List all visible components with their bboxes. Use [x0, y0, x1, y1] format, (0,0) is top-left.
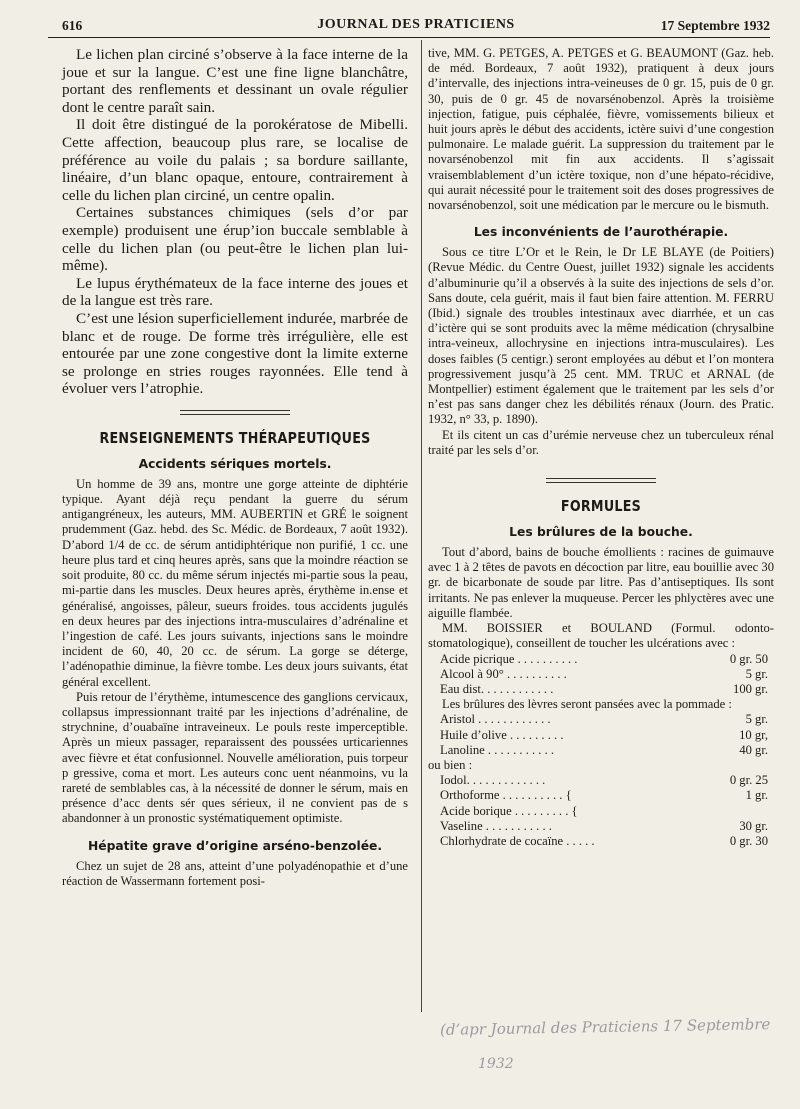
- subheading: Les inconvénients de l’aurothérapie.: [473, 225, 729, 240]
- quantity: 5 gr.: [745, 666, 768, 681]
- issue-date: 17 Septembre 1932: [660, 18, 770, 33]
- ingredient: Alcool à 90° . . . . . . . . . .: [440, 666, 567, 681]
- ingredient: Lanoline . . . . . . . . . . .: [440, 742, 555, 757]
- ingredient: Chlorhydrate de cocaïne . . . . .: [440, 833, 595, 848]
- journal-title: JOURNAL DES PRATICIENS: [317, 17, 515, 32]
- formula-row: [440, 652, 768, 667]
- quantity: [678, 804, 768, 819]
- right-column: [428, 46, 774, 849]
- paragraph: Sous ce titre L’Or et le Rein, le Dr LE BLAYE (de Poitiers) (Revue Médic. du Centre Ouest, juillet 1932) signale les accidents d’albuminurie qu’il a observés à la suite des injections de sels d’or. Sans doute, cela guérit, mais il faut bien faire attention. M. FERRU (Ibid.) signale des troubles intestinaux avec diarrhée, et un cas d’ictère qui se sont produits avec la même médication (chrysalbine intra-veineux, allochrysine en injections intra-musculaires). Les doses faibles (5 centigr.) seront employées au début et l’on montera progressivement jusqu’à 25 cent. MM. TRUC et ARNAL (de Montpellier) estiment également que le traitement par les sels d’or n’est pas sans danger chez les débilités rénaux (Journ. des Pratic. 1932, n° 33, p. 1890).: [428, 245, 774, 427]
- left-column: [62, 46, 408, 889]
- subheading: Accidents sériques mortels.: [138, 456, 332, 471]
- paragraph: MM. BOISSIER et BOULAND (Formul. odonto-stomatologique), conseillent de toucher les ulcérations avec :: [428, 621, 774, 651]
- formula-row: [440, 804, 768, 819]
- quantity: 1 gr.: [745, 788, 768, 803]
- column-divider: [421, 40, 422, 1012]
- formula-table-1: [440, 652, 768, 698]
- paragraph: Tout d’abord, bains de bouche émollients : racines de guimauve avec 1 à 2 têtes de pavots en décoction par litre, eau bouillie avec 30 gr. de bicarbonate de soude par litre. Pas d’antiseptiques. Ils sont irritants. Ne pas enlever la muqueuse. Percer les phlyctères avec une aiguille flambée.: [428, 545, 774, 620]
- quantity: 0 gr. 30: [729, 833, 768, 848]
- formula-row: [440, 682, 768, 697]
- ingredient: Acide borique . . . . . . . . . {: [440, 803, 578, 818]
- formula-row: [440, 743, 768, 758]
- handwritten-annotation-year: 1932: [478, 1056, 514, 1072]
- ingredient: Orthoforme . . . . . . . . . . {: [440, 788, 572, 803]
- paragraph: Chez un sujet de 28 ans, atteint d’une polyadénopathie et d’une réaction de Wassermann fortement posi-: [62, 858, 408, 888]
- formula-table-2: [440, 712, 768, 758]
- quantity: 0 gr. 50: [729, 651, 768, 666]
- formula-row: [440, 712, 768, 727]
- paragraph: tive, MM. G. PETGES, A. PETGES et G. BEAUMONT (Gaz. heb. de méd. Bordeaux, 7 août 1932), pratiquent à deux jours d’intervalle, des injections intra-veineuses de 0 gr. 15, puis de 0 gr. 30, puis de 0 gr. 45 de novarsénobenzol. Après la troisième injection, fatigue, puis céphalée, fièvre, vomissements bilieux et huit jours après le début des accidents, ictère suivi d’une congestion pulmonaire. Le malade guérit. La suppression du traitement par le novarsénobenzol mit fin aux accidents. Il s’agissait vraisemblablement d’un ictère toxique, non d’une hépato-récidive, qui aurait nécessité pour le traitement soit des doses progressives de novarsénobenzol, soit une médication par le mercure ou le bismuth.: [428, 46, 774, 213]
- formula-row: [440, 819, 768, 834]
- quantity: 100 gr.: [733, 681, 768, 696]
- ingredient: Acide picrique . . . . . . . . . .: [440, 651, 578, 666]
- header-rule: [48, 37, 770, 38]
- page-header: [62, 14, 770, 36]
- paragraph: C’est une lésion superficiellement indurée, marbrée de blanc et de rouge. De forme très irrégulière, elle est entourée par une zone congestive dont la limite externe se prolonge en stries rouges rayonnées. Elle tend à évoluer vers l’atrophie.: [62, 309, 408, 398]
- quantity: 40 gr.: [739, 742, 768, 757]
- section-title: RENSEIGNEMENTS THÉRAPEUTIQUES: [99, 428, 371, 447]
- ingredient: Eau dist. . . . . . . . . . . .: [440, 681, 554, 696]
- paragraph: Un homme de 39 ans, montre une gorge atteinte de diphtérie typique. Ayant déjà reçu pendant la guerre du sérum antigangréneux, les auteurs, MM. AUBERTIN et GRÉ le soignent prudemment (Gaz. hebd. des Sc. Médic. de Bordeaux, 7 août 1932). D’abord 1/4 de cc. de sérum antidiphtérique non purifié, 1 cc. une heure plus tard et cinq heures après, sans que la moindre réaction se soit produite, 80 cc. du même sérum injectés mi-partie sous la peau, mi-partie dans les muscles. Deux heures après, érythème in.ense et généralisé, angoisses, pâleur, sueurs froides. tous accidents jugulés en deux heures par des injections intra-musculaires d’adrénaline et l’ingestion de café. Les jours suivants, injections sans le moindre incident de 60, 40, 20 cc. de sérum. La gorge se déterge, l’adénopathie diminue, la fièvre tombe. Les deux jours suivants, état général excellent.: [62, 476, 408, 689]
- subheading: Hépatite grave d’origine arséno-benzolée.: [87, 838, 383, 853]
- ingredient: Huile d’olive . . . . . . . . .: [440, 727, 564, 742]
- quantity: 5 gr.: [745, 712, 768, 727]
- quantity: 10 gr,: [739, 727, 768, 742]
- ingredient: Vaseline . . . . . . . . . . .: [440, 818, 552, 833]
- formula-row: [440, 773, 768, 788]
- ou-bien-label: ou bien :: [428, 757, 473, 772]
- paragraph: Et ils citent un cas d’urémie nerveuse chez un tuberculeux rénal traité par les sels d’or.: [428, 427, 774, 457]
- section-divider: [180, 410, 290, 415]
- ingredient: Aristol . . . . . . . . . . . .: [440, 712, 551, 727]
- page-number: 616: [62, 18, 83, 33]
- handwritten-annotation: (d’apr Journal des Praticiens 17 Septembre: [439, 1015, 771, 1039]
- subheading: Les brûlures de la bouche.: [509, 525, 693, 540]
- paragraph: Il doit être distingué de la porokératose de Mibelli. Cette affection, beaucoup plus rare, se localise de préférence au voile du palais ; sa bordure saillante, linéaire, d’un blanc opaque, entoure, contrairement à celle du lichen plan circiné, un centre opalin.: [62, 116, 408, 204]
- quantity: 30 gr.: [739, 818, 768, 833]
- paragraph: Les brûlures des lèvres seront pansées avec la pommade :: [442, 697, 732, 712]
- formula-table-3: [440, 773, 768, 849]
- formula-row: [440, 667, 768, 682]
- quantity: 0 gr. 25: [729, 773, 768, 788]
- ingredient: Iodol. . . . . . . . . . . . .: [440, 773, 546, 788]
- paragraph: Puis retour de l’érythème, intumescence des ganglions cervicaux, collapsus impressionnant traité par les injections d’adrénaline, de strychnine, d’ouabaïne intraveineux. Le pouls reste imperceptible. Après un mieux passager, reparaissent des poussées urticariennes avec fièvre et état confusionnel. Nouvelle amélioration, puis torpeur p gressive, coma et mort. Les auteurs conc uent néanmoins, vu la rareté de semblables cas, à la nécessité de donner le sérum, mais en présence d’acc dents sér ques sérieux, il ne convient pas de s abandonner à un pronostic systématiquement optimiste.: [62, 689, 408, 826]
- section-title: FORMULES: [560, 497, 642, 516]
- formula-row: [440, 728, 768, 743]
- formula-row: [440, 788, 768, 803]
- formula-row: [440, 834, 768, 849]
- paragraph: Certaines substances chimiques (sels d’or par exemple) produisent une érup’ion buccale semblable à celle du lichen plan (ou peut-être le lichen plan lui-même).: [62, 204, 408, 275]
- paragraph: Le lupus érythémateux de la face interne des joues et de la langue est très rare.: [62, 274, 408, 310]
- section-divider: [546, 478, 656, 483]
- paragraph: Le lichen plan circiné s’observe à la face interne de la joue et sur la langue. C’est une fine ligne blanchâtre, portant des renflements et dessinant un ovale régulier dont le centre paraît sain.: [62, 46, 408, 116]
